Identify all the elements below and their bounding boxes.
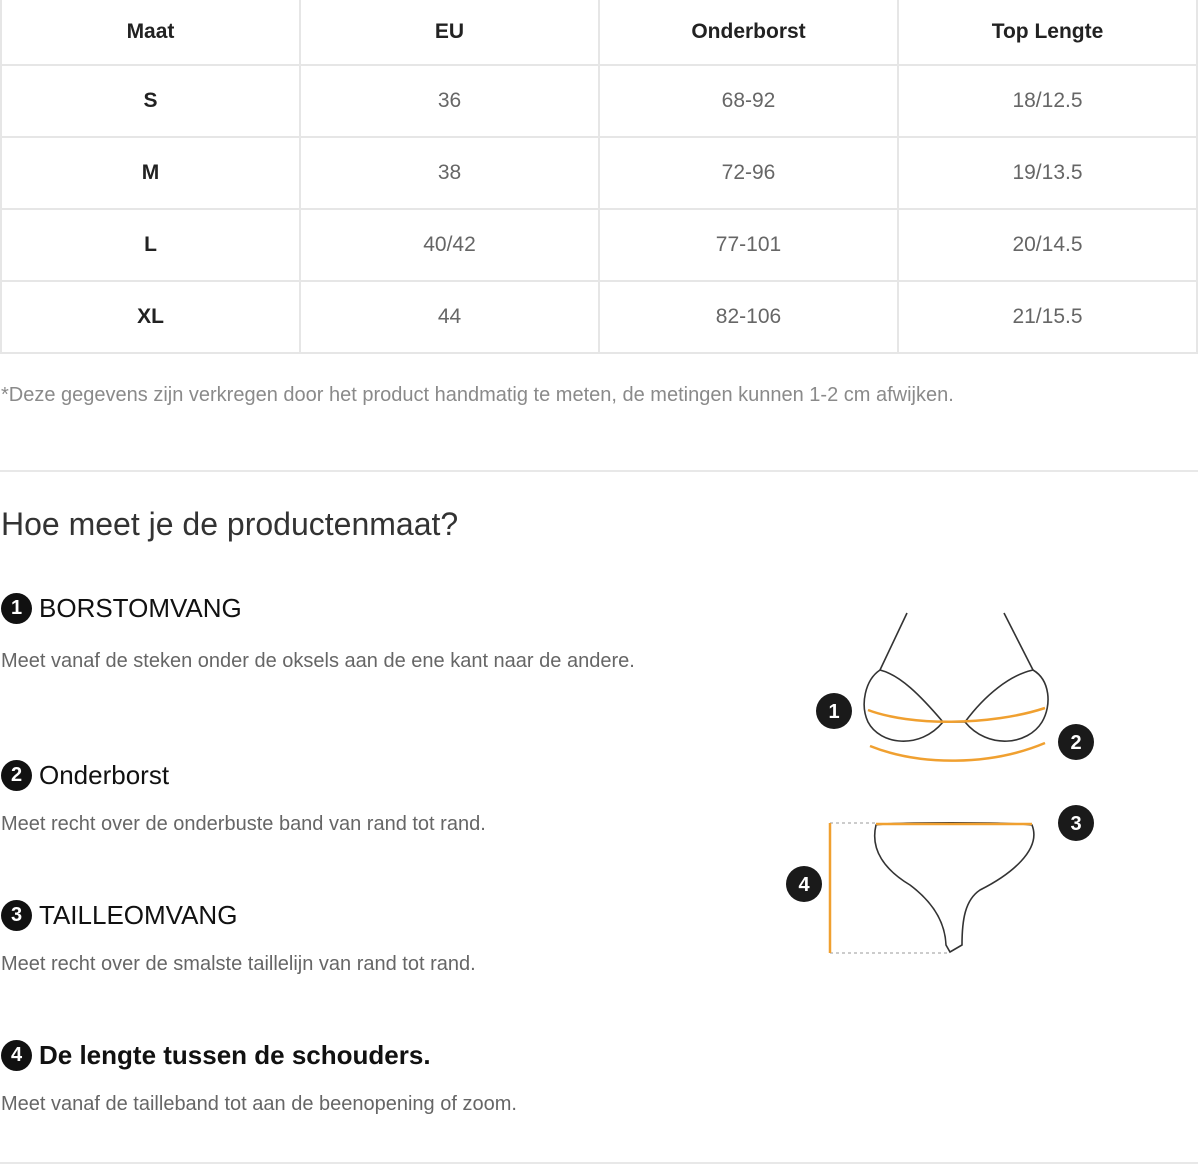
cell-eu: 36 xyxy=(300,65,599,137)
header-onderborst: Onderborst xyxy=(599,0,898,65)
step-heading: BORSTOMVANG xyxy=(39,592,242,623)
marker-2-icon xyxy=(1058,724,1094,760)
step-heading: TAILLEOMVANG xyxy=(39,899,238,930)
table-row xyxy=(1,281,1197,353)
marker-4-icon xyxy=(786,866,822,902)
step-description: Meet vanaf de steken onder de oksels aan de ene kant naar de andere. xyxy=(1,650,635,672)
cell-onderborst: 68-92 xyxy=(599,65,898,137)
header-top-lengte: Top Lengte xyxy=(898,0,1197,65)
underbust-measure-line xyxy=(870,743,1045,761)
table-row xyxy=(1,209,1197,281)
marker-3-icon xyxy=(1058,805,1094,841)
step-description: Meet recht over de onderbuste band van rand tot rand. xyxy=(1,813,486,835)
cell-top-lengte: 21/15.5 xyxy=(898,281,1197,353)
bikini-measurement-diagram xyxy=(780,600,1110,970)
bottom-divider xyxy=(0,1162,1198,1164)
cell-top-lengte: 20/14.5 xyxy=(898,209,1197,281)
svg-text:2: 2 xyxy=(1070,732,1082,754)
table-header-row xyxy=(1,0,1197,65)
table-row xyxy=(1,137,1197,209)
header-maat: Maat xyxy=(1,0,300,65)
svg-text:3: 3 xyxy=(1070,813,1082,835)
step-heading: De lengte tussen de schouders. xyxy=(39,1039,431,1070)
svg-text:1: 1 xyxy=(828,701,840,723)
cell-onderborst: 77-101 xyxy=(599,209,898,281)
step-length xyxy=(1,1037,681,1118)
number-1-icon: 1 xyxy=(1,593,32,624)
table-row xyxy=(1,65,1197,137)
number-3-icon: 3 xyxy=(1,900,32,931)
cell-size: M xyxy=(1,137,300,209)
cell-onderborst: 72-96 xyxy=(599,137,898,209)
number-4-icon: 4 xyxy=(1,1040,32,1071)
cell-top-lengte: 18/12.5 xyxy=(898,65,1197,137)
section-title: Hoe meet je de productenmaat? xyxy=(1,506,459,542)
number-2-icon: 2 xyxy=(1,760,32,791)
step-waist xyxy=(1,897,681,978)
size-table xyxy=(0,0,1198,354)
cell-eu: 44 xyxy=(300,281,599,353)
step-heading: Onderborst xyxy=(39,759,170,790)
marker-1-icon xyxy=(816,693,852,729)
cell-size: XL xyxy=(1,281,300,353)
cell-onderborst: 82-106 xyxy=(599,281,898,353)
cell-size: S xyxy=(1,65,300,137)
step-bust xyxy=(1,590,681,675)
bust-measure-line xyxy=(868,708,1045,722)
svg-text:4: 4 xyxy=(798,874,810,896)
cell-top-lengte: 19/13.5 xyxy=(898,137,1197,209)
cell-size: L xyxy=(1,209,300,281)
section-divider xyxy=(0,470,1198,472)
bikini-bottom-illustration xyxy=(875,823,1034,952)
step-description: Meet vanaf de tailleband tot aan de beenopening of zoom. xyxy=(1,1093,517,1115)
cell-eu: 38 xyxy=(300,137,599,209)
measurement-note: *Deze gegevens zijn verkregen door het product handmatig te meten, de metingen kunnen 1-2 cm afwijken. xyxy=(1,384,954,406)
header-eu: EU xyxy=(300,0,599,65)
cell-eu: 40/42 xyxy=(300,209,599,281)
step-description: Meet recht over de smalste taillelijn van rand tot rand. xyxy=(1,953,476,975)
step-underbust xyxy=(1,757,681,838)
